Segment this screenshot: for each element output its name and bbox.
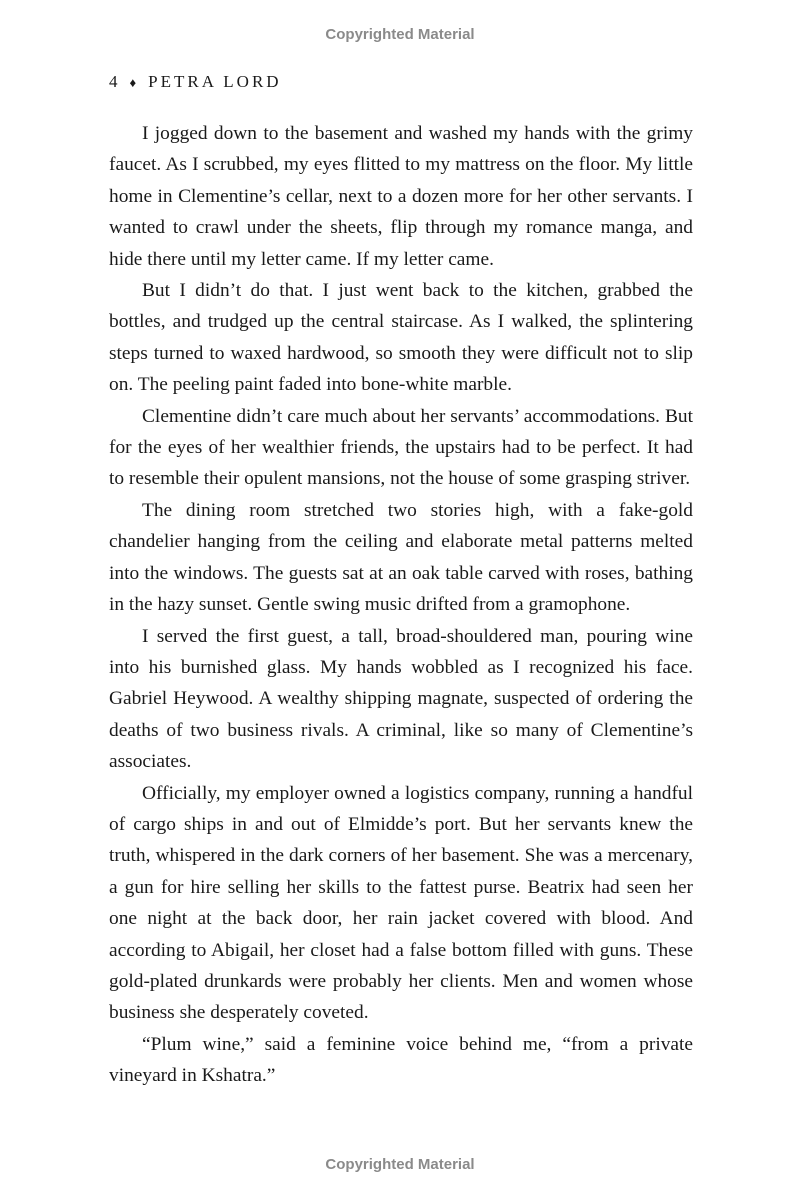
paragraph: But I didn’t do that. I just went back to the kitchen, grabbed the bottles, and trudged up the central staircase. As I walked, the splintering steps turned to waxed hardwood, so smooth they were difficult not to slip on. The peeling paint faded into bone-white marble. [109,280,693,396]
diamond-ornament-icon: ♦ [129,75,137,90]
body-text [109,118,693,1092]
paragraph: I served the first guest, a tall, broad-shouldered man, pouring wine into his burnished glass. My hands wobbled as I recognized his face. Gabriel Heywood. A wealthy shipping magnate, suspected of ordering the deaths of two business rivals. A criminal, like so many of Clementine’s associates. [109,625,693,773]
paragraph: “Plum wine,” said a feminine voice behind me, “from a private vineyard in Kshatra.” [109,1033,693,1087]
author-name: PETRA LORD [148,72,282,91]
copyright-watermark-top: Copyrighted Material [325,26,475,43]
paragraph: Clementine didn’t care much about her servants’ accommodations. But for the eyes of her wealthier friends, the upstairs had to be perfect. It had to resemble their opulent mansions, not the house of some grasping striver. [109,405,693,490]
copyright-watermark-bottom: Copyrighted Material [325,1156,475,1173]
paragraph: The dining room stretched two stories high, with a fake-gold chandelier hanging from the ceiling and elaborate metal patterns melted into the windows. The guests sat at an oak table carved with roses, bathing in the hazy sunset. Gentle swing music drifted from a gramophone. [109,499,693,616]
paragraph: I jogged down to the basement and washed my hands with the grimy faucet. As I scrubbed, my eyes flitted to my mattress on the floor. My little home in Clementine’s cellar, next to a dozen more for her other servants. I wanted to crawl under the sheets, flip through my romance manga, and hide there until my letter came. If my letter came. [109,123,693,270]
running-head [109,72,282,92]
page-number: 4 [109,72,118,91]
paragraph: Officially, my employer owned a logistics company, running a handful of cargo ships in and out of Elmidde’s port. But her servants knew the truth, whispered in the dark corners of her basement. She was a mercenary, a gun for hire selling her skills to the fattest purse. Beatrix had seen her one night at the back door, her rain jacket covered with blood. And according to Abigail, her closet had a false bottom filled with guns. These gold-plated drunkards were probably her clients. Men and women whose business she desperately coveted. [109,782,693,1024]
